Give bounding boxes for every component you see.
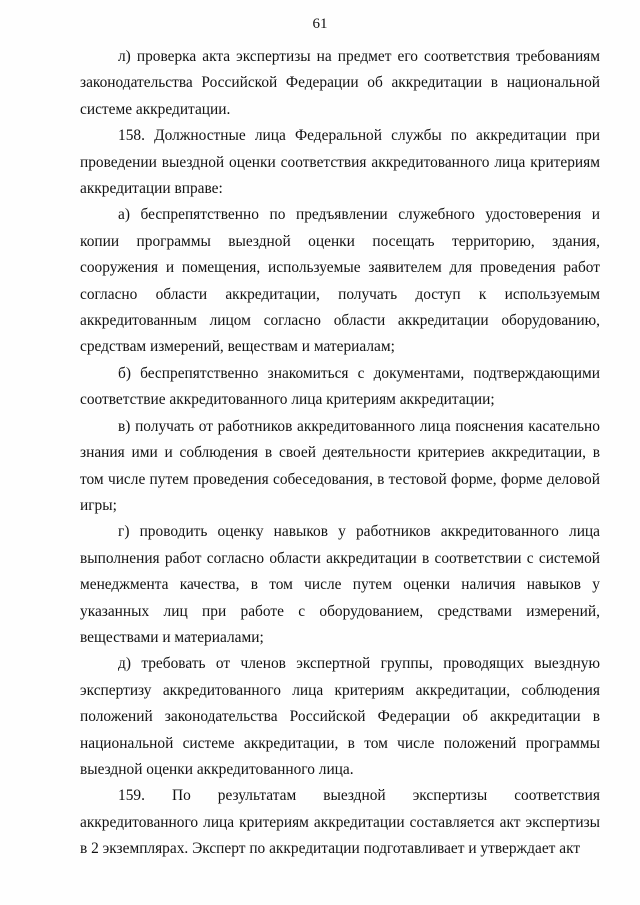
- page-number: 61: [312, 16, 328, 32]
- paragraph-159: 159. По результатам выездной экспертизы соответствия аккредитованного лица критериям аккредитации составляется акт экспертизы в 2 экземплярах. Эксперт по аккредитации подготавливает и утверждает акт: [80, 787, 600, 858]
- paragraph-l-act-check: л) проверка акта экспертизы на предмет его соответствия требованиям законодательства Российской Федерации об аккредитации в национальной системе аккредитации.: [80, 48, 600, 118]
- paragraph-158-b: б) беспрепятственно знакомиться с документами, подтверждающими соответствие аккредитованного лица критериям аккредитации;: [80, 364, 600, 409]
- paragraph-158-d: д) требовать от членов экспертной группы, проводящих выездную экспертизу аккредитованного лица критериям аккредитации, соблюдения положений законодательства Российской Федерации об аккредитации в национальной системе аккредитации, в том числе положений программы выездной оценки аккредитованного лица.: [80, 655, 600, 778]
- paragraph-158-g: г) проводить оценку навыков у работников аккредитованного лица выполнения работ согласно области аккредитации в соответствии с системой менеджмента качества, в том числе путем оценки наличия навыков у указанных лиц при работе с оборудованием, средствами измерений, веществами и материалами;: [80, 523, 600, 646]
- document-body: [80, 44, 600, 863]
- paragraph-158-a: а) беспрепятственно по предъявлении служебного удостоверения и копии программы выездной оценки посещать территорию, здания, сооружения и помещения, используемые заявителем для проведения работ согласно области аккредитации, получать доступ к используемым аккредитованным лицом согласно области аккредитации оборудованию, средствам измерений, веществам и материалам;: [80, 206, 600, 356]
- paragraph-158-v: в) получать от работников аккредитованного лица пояснения касательно знания ими и соблюдения в своей деятельности критериев аккредитации, в том числе путем проведения собеседования, в тестовой форме, форме деловой игры;: [80, 417, 600, 514]
- paragraph-158: 158. Должностные лица Федеральной службы по аккредитации при проведении выездной оценки соответствия аккредитованного лица критериям аккредитации вправе:: [80, 127, 600, 198]
